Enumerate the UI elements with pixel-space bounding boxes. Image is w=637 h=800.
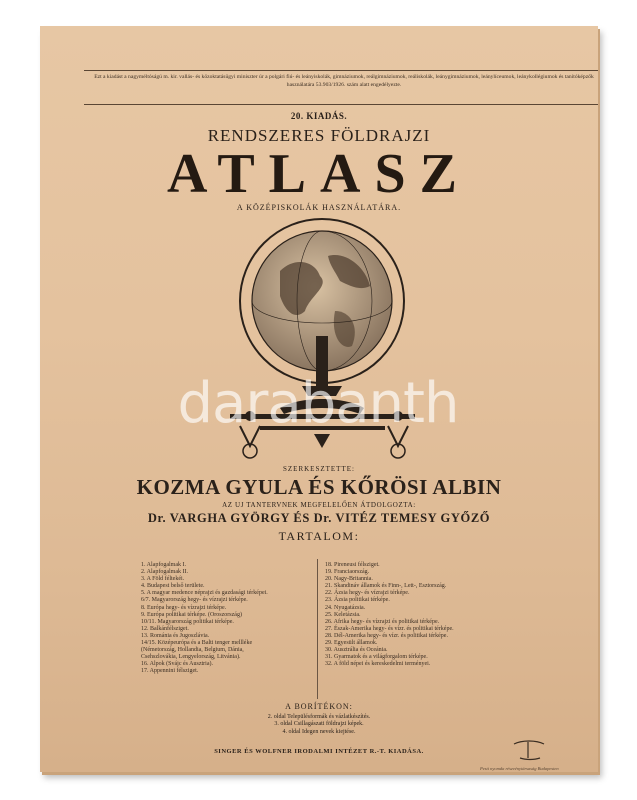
cover-contents-list: [40, 714, 598, 736]
toc-item: 19. Franciaország.: [325, 569, 370, 576]
revised-by-label: AZ UJ TANTERVNEK MEGFELELŐEN ÁTDOLGOZTA:: [222, 501, 416, 509]
globe-illustration: [210, 216, 440, 476]
toc-item: 25. Keletázsia.: [325, 611, 361, 618]
toc-item: 20. Nagy-Britannia.: [325, 576, 373, 583]
toc-item: 1. Alapfogalmak I.: [141, 562, 186, 568]
revisers: Dr. VARGHA GYÖRGY ÉS Dr. VITÉZ TEMESY GYŐZŐ: [147, 511, 491, 525]
publisher: SINGER ÉS WOLFNER IRODALMI INTÉZET R.-T. KIADÁSA.: [214, 748, 424, 755]
toc-item: 31. Gyarmatok és a világforgalom térképe.: [325, 654, 428, 661]
printer-logo-icon: [510, 738, 550, 762]
permit-bottom-rule: [84, 104, 598, 105]
cover-item: 2. oldal Településformák és vázlatkészítés.: [267, 714, 371, 720]
atlas-cover: [40, 26, 598, 772]
toc-item: 23. Ázsia politikai térképe.: [325, 597, 390, 604]
edition-label: 20. KIADÁS.: [290, 111, 348, 121]
cover-contents-title: A BORÍTÉKON:: [285, 702, 353, 711]
series-title: RENDSZERES FÖLDRAJZI: [207, 126, 431, 145]
toc-item: 16. Alpok (Svájc és Ausztria).: [141, 661, 213, 668]
permit-text: Ezt a kiadást a nagyméltóságú m. kir. vallás- és közoktatásügyi miniszter úr a polgári fiú- és leányiskolák, gimnáziumok, reálgimnáziumok, reáliskolák, leánygimnáziumok, leánylíceumok, leánykollégiumok és tanítóképzők használatára 53.903/1926. szám alatt engedélyezte.: [94, 74, 594, 88]
watermark: darabanth: [177, 371, 459, 436]
toc-item: 8. Európa hegy- és vízrajzi térképe.: [141, 604, 227, 611]
toc-item: 17. Appennini félsziget.: [141, 668, 199, 675]
toc-title: TARTALOM:: [278, 529, 360, 543]
toc-item: 24. Nyugatázsia.: [325, 604, 366, 611]
toc-item: 22. Ázsia hegy- és vízrajzi térképe.: [325, 590, 410, 597]
subtitle: A KÖZÉPISKOLÁK HASZNÁLATÁRA.: [236, 203, 402, 212]
toc-item: 4. Budapest belső területe.: [141, 583, 205, 590]
toc-item: 28. Dél-Amerika hegy- és vízr. és politikai térképe.: [325, 632, 448, 639]
toc-item: 3. A Föld féltekéi.: [141, 576, 185, 583]
toc-item: 5. A magyar medence néprajzi és gazdasági térképei.: [141, 590, 268, 597]
toc-item: 30. Ausztrália és Oceánia.: [325, 647, 388, 654]
toc-item: 27. Észak-Amerika hegy- és vízr. és politikai térképe.: [325, 625, 454, 632]
toc-item: 10/11. Magyarország politikai térképe.: [141, 618, 234, 625]
top-rule: [84, 70, 598, 71]
main-title: ATLASZ: [167, 143, 471, 205]
toc-right-column: [325, 562, 525, 668]
toc-item: 18. Pireneusi félsziget.: [325, 562, 380, 568]
toc-item: 29. Egyesült államok.: [325, 640, 378, 647]
toc-left-column: [141, 562, 321, 676]
toc-item: 14/15. Középeurópa és a Balti tenger mellléke: [141, 640, 253, 647]
edited-by-label: SZERKESZTETTE:: [283, 465, 355, 473]
toc-item: 32. A föld népei és kereskedelmi terményei.: [325, 661, 431, 668]
toc-item: 13. Románia és Jugoszlávia.: [141, 632, 210, 639]
toc-item: 2. Alapfogalmak II.: [141, 569, 188, 576]
toc-item: 26. Afrika hegy- és vízrajzi és politikai térképe.: [325, 618, 440, 625]
toc-item: 9. Európa politikai térképe. (Oroszország): [141, 611, 242, 618]
printer-credit: Pesti nyomda részvénytársaság Budapesten: [480, 766, 559, 771]
toc-item: 12. Balkánfélsziget.: [141, 625, 189, 632]
toc-item: 6/7. Magyarország hegy- és vízrajzi térképe.: [141, 597, 248, 604]
toc-divider: [317, 559, 318, 699]
toc-item: (Németország, Hollandia, Belgium, Dánia,: [141, 647, 244, 654]
toc-item: 21. Skandináv államok és Finn-, Lett-, Esztország.: [325, 583, 447, 590]
authors: KOZMA GYULA ÉS KŐRÖSI ALBIN: [136, 475, 502, 499]
cover-item: 3. oldal Csillagászati földrajzi képek.: [274, 721, 364, 728]
toc-item: Csehszlovákia, Lengyelország, Litvánia).: [141, 654, 241, 661]
cover-item: 4. oldal Idegen nevek kiejtése.: [282, 728, 356, 735]
